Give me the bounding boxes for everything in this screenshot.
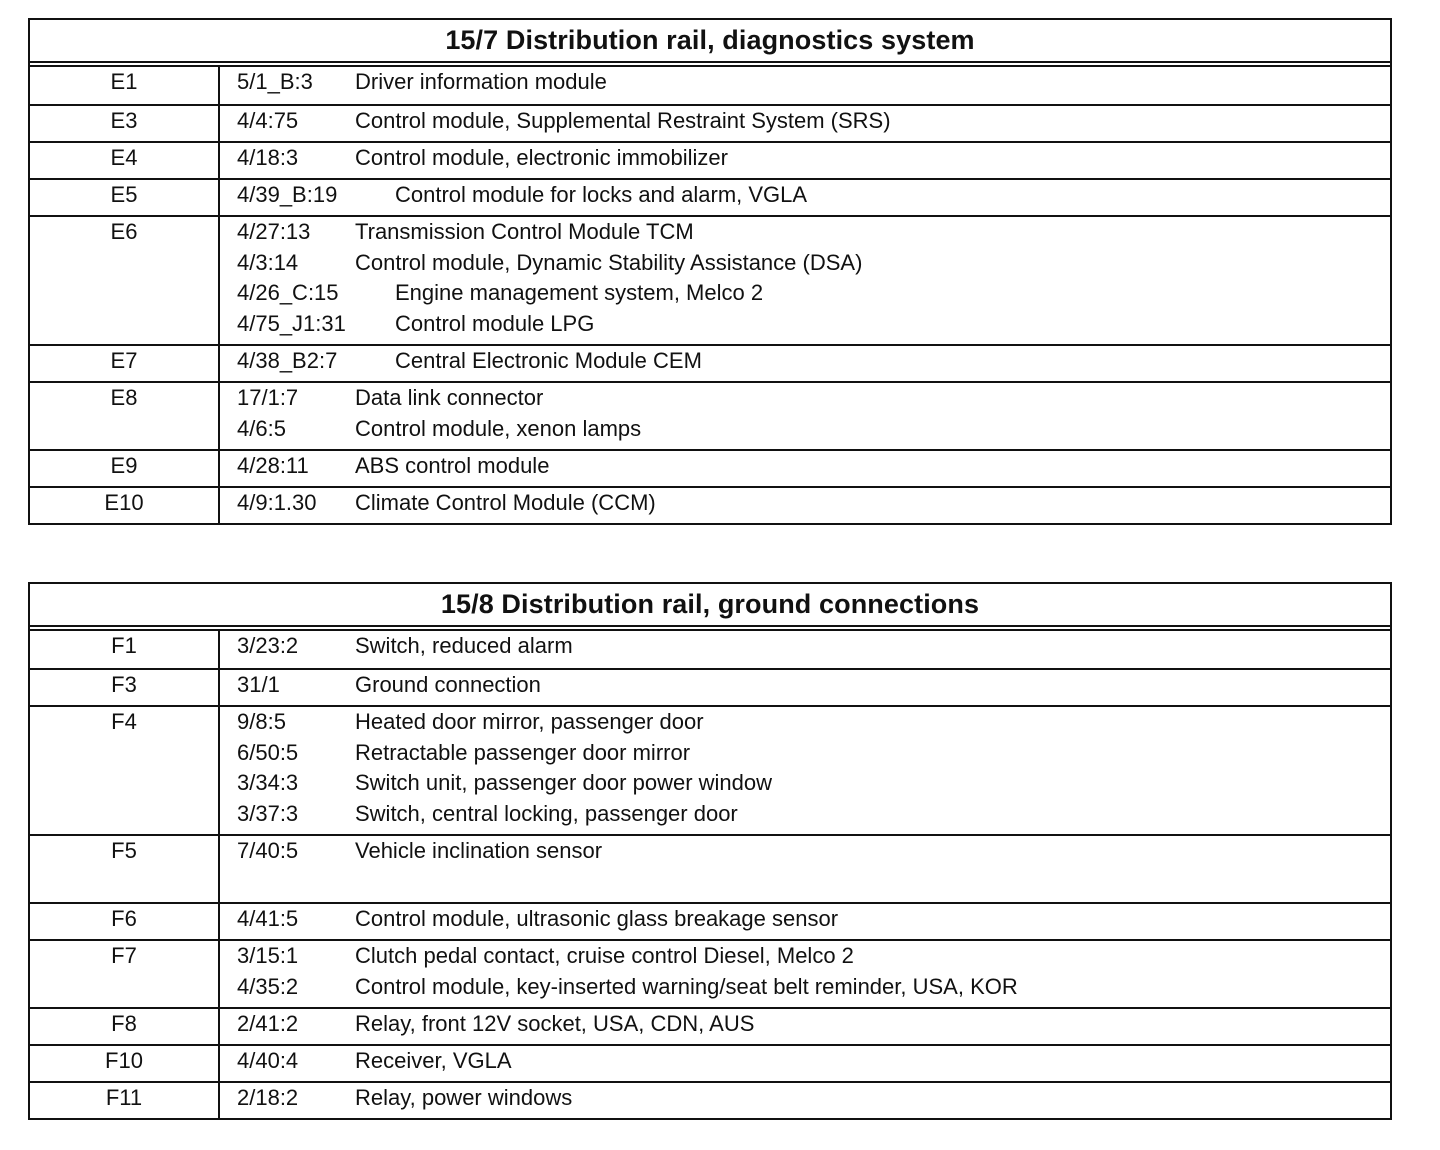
pin-cell: E8 (30, 383, 220, 449)
component-entry (237, 672, 1390, 703)
table-row (30, 668, 1390, 705)
component-entry (237, 943, 1390, 974)
pin-cell: F10 (30, 1046, 220, 1081)
table-row (30, 178, 1390, 215)
connector-code: 17/1:7 (237, 385, 299, 410)
component-entry (237, 145, 1390, 176)
table-row (30, 215, 1390, 344)
connector-code: 31/1 (237, 672, 280, 697)
connector-code: 4/3:14 (237, 249, 299, 275)
component-entry (237, 250, 1390, 281)
component-entry (237, 801, 1390, 832)
entries-cell (220, 451, 1390, 486)
component-entry (237, 219, 1390, 250)
table-title: 15/8 Distribution rail, ground connections (440, 589, 980, 619)
component-description: Control module, electronic immobilizer (355, 145, 728, 170)
pin-cell: E1 (30, 67, 220, 104)
table-row (30, 449, 1390, 486)
component-entry (237, 770, 1390, 801)
entries-cell (220, 904, 1390, 939)
connector-code: 3/23:2 (237, 633, 299, 658)
component-description: Relay, front 12V socket, USA, CDN, AUS (355, 1011, 755, 1036)
component-entry (237, 416, 1390, 447)
connector-code: 4/9:1.30 (237, 490, 317, 515)
entries-cell (220, 180, 1390, 215)
pin-cell: F3 (30, 670, 220, 705)
distribution-rail-ground-table (28, 582, 1392, 1120)
table-row (30, 705, 1390, 834)
pin-cell: E5 (30, 180, 220, 215)
entries-cell (220, 941, 1390, 1007)
pin-cell: E7 (30, 346, 220, 381)
component-description: Transmission Control Module TCM (355, 219, 694, 244)
component-entry (237, 906, 1390, 937)
connector-code: 6/50:5 (237, 739, 299, 765)
pin-cell: F8 (30, 1009, 220, 1044)
distribution-rail-diagnostics-table (28, 18, 1392, 525)
pin-cell: E3 (30, 106, 220, 141)
connector-code: 9/8:5 (237, 709, 286, 734)
pin-cell: F5 (30, 836, 220, 902)
connector-code: 4/28:11 (237, 453, 309, 478)
connector-code: 4/35:2 (237, 973, 299, 999)
pin-cell: E6 (30, 217, 220, 344)
component-entry (237, 280, 1390, 311)
table-row (30, 834, 1390, 902)
entries-cell (220, 1009, 1390, 1044)
connector-code: 4/6:5 (237, 415, 286, 441)
pin-cell: F6 (30, 904, 220, 939)
connector-code: 4/18:3 (237, 145, 299, 170)
component-description: Driver information module (355, 69, 607, 94)
component-entry (237, 633, 1390, 664)
connector-code: 4/27:13 (237, 219, 311, 244)
connector-code: 4/26_C:15 (237, 280, 339, 305)
component-description: Switch, reduced alarm (355, 633, 573, 658)
table-title: 15/7 Distribution rail, diagnostics system (445, 25, 975, 55)
entries-cell (220, 1083, 1390, 1118)
table-row (30, 1081, 1390, 1118)
entries-cell (220, 670, 1390, 705)
component-description: Data link connector (355, 385, 544, 410)
component-description: Relay, power windows (355, 1085, 573, 1110)
entries-cell (220, 67, 1390, 104)
component-entry (237, 1048, 1390, 1079)
component-entry (237, 348, 1390, 379)
pin-cell: E4 (30, 143, 220, 178)
component-entry (237, 108, 1390, 139)
component-description: Receiver, VGLA (355, 1048, 512, 1073)
component-entry (237, 974, 1390, 1005)
component-entry (237, 453, 1390, 484)
component-description: Switch unit, passenger door power window (355, 770, 773, 795)
component-description: Clutch pedal contact, cruise control Diesel, Melco 2 (355, 943, 854, 968)
component-entry (237, 1085, 1390, 1116)
pin-cell: F7 (30, 941, 220, 1007)
component-description: Control module, xenon lamps (355, 415, 642, 441)
pin-cell: F4 (30, 707, 220, 834)
component-description: Vehicle inclination sensor (355, 838, 603, 863)
component-entry (237, 311, 1390, 342)
component-description: Heated door mirror, passenger door (355, 709, 704, 734)
table-row (30, 344, 1390, 381)
entries-cell (220, 836, 1390, 902)
component-description: Control module, ultrasonic glass breakage sensor (355, 906, 839, 931)
table-row (30, 104, 1390, 141)
component-description: Engine management system, Melco 2 (395, 280, 764, 305)
component-description: Control module for locks and alarm, VGLA (395, 182, 808, 207)
connector-code: 4/41:5 (237, 906, 299, 931)
component-description: Central Electronic Module CEM (395, 348, 702, 373)
connector-code: 4/4:75 (237, 108, 299, 133)
component-entry (237, 69, 1390, 100)
component-description: Control module, key-inserted warning/seat belt reminder, USA, KOR (355, 973, 1018, 999)
pin-cell: F1 (30, 631, 220, 668)
table-body (30, 67, 1390, 523)
table-row (30, 1044, 1390, 1081)
component-entry (237, 709, 1390, 740)
component-description: Ground connection (355, 672, 541, 697)
component-description: Switch, central locking, passenger door (355, 800, 738, 826)
pin-cell: F11 (30, 1083, 220, 1118)
component-description: Control module LPG (395, 310, 595, 336)
connector-code: 4/40:4 (237, 1048, 299, 1073)
component-entry (237, 1011, 1390, 1042)
component-description: Retractable passenger door mirror (355, 739, 691, 765)
entries-cell (220, 217, 1390, 344)
connector-code: 3/34:3 (237, 770, 299, 795)
connector-code: 5/1_B:3 (237, 69, 313, 94)
table-row (30, 631, 1390, 668)
entries-cell (220, 488, 1390, 523)
table-row (30, 141, 1390, 178)
component-description: Control module, Supplemental Restraint System (SRS) (355, 108, 891, 133)
component-entry (237, 182, 1390, 213)
component-description: Climate Control Module (CCM) (355, 490, 656, 515)
entries-cell (220, 1046, 1390, 1081)
entries-cell (220, 383, 1390, 449)
table-row (30, 902, 1390, 939)
component-description: Control module, Dynamic Stability Assistance (DSA) (355, 249, 863, 275)
component-entry (237, 838, 1390, 869)
pin-cell: E9 (30, 451, 220, 486)
entries-cell (220, 631, 1390, 668)
component-entry (237, 740, 1390, 771)
connector-code: 4/38_B2:7 (237, 348, 338, 373)
table-row (30, 486, 1390, 523)
entries-cell (220, 143, 1390, 178)
connector-code: 3/37:3 (237, 800, 299, 826)
entries-cell (220, 707, 1390, 834)
table-row (30, 1007, 1390, 1044)
connector-code: 4/39_B:19 (237, 182, 338, 207)
component-entry (237, 385, 1390, 416)
table-body (30, 631, 1390, 1118)
component-entry (237, 490, 1390, 521)
connector-code: 3/15:1 (237, 943, 299, 968)
connector-code: 4/75_J1:31 (237, 310, 346, 336)
table-row (30, 381, 1390, 449)
entries-cell (220, 346, 1390, 381)
connector-code: 7/40:5 (237, 838, 299, 863)
table-row (30, 67, 1390, 104)
entries-cell (220, 106, 1390, 141)
component-description: ABS control module (355, 453, 550, 478)
pin-cell: E10 (30, 488, 220, 523)
table-row (30, 939, 1390, 1007)
connector-code: 2/41:2 (237, 1011, 299, 1036)
connector-code: 2/18:2 (237, 1085, 299, 1110)
